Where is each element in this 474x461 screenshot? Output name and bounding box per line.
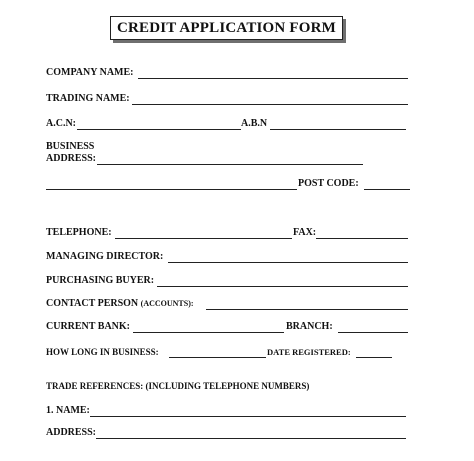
purchasing-buyer-row (46, 275, 410, 289)
business-label: BUSINESS (46, 141, 95, 152)
telephone-label: TELEPHONE: (46, 227, 112, 238)
trading-name-row (46, 93, 410, 107)
current-bank-field[interactable] (133, 332, 284, 333)
address-label: ADDRESS: (46, 153, 97, 164)
reference-1-address-label: ADDRESS: (46, 427, 97, 438)
acn-label: A.C.N: (46, 118, 76, 129)
telephone-field[interactable] (115, 238, 292, 239)
managing-director-field[interactable] (168, 262, 408, 263)
reference-1-name-row (46, 405, 408, 419)
branch-label: BRANCH: (286, 321, 333, 332)
reference-1-address-row (46, 427, 408, 441)
contact-person-field[interactable] (206, 309, 408, 310)
contact-person-label (46, 298, 194, 310)
reference-1-name-field[interactable] (90, 416, 406, 417)
postcode-row (46, 178, 412, 192)
how-long-field[interactable] (169, 357, 266, 358)
date-registered-field[interactable] (356, 357, 392, 358)
contact-person-text: CONTACT PERSON (46, 298, 139, 309)
trade-references-row (46, 380, 366, 394)
trade-references-label: TRADE REFERENCES: (INCLUDING TELEPHONE NUMBERS) (46, 381, 310, 391)
managing-director-row (46, 251, 410, 265)
purchasing-buyer-label: PURCHASING BUYER: (46, 275, 155, 286)
acn-field[interactable] (77, 129, 241, 130)
trading-name-label: TRADING NAME: (46, 93, 130, 104)
abn-label: A.B.N (241, 118, 268, 129)
address-row (46, 153, 366, 167)
contact-person-note: (ACCOUNTS): (140, 299, 194, 308)
post-code-label: POST CODE: (298, 178, 359, 189)
branch-field[interactable] (338, 332, 408, 333)
form-title-box (110, 16, 343, 40)
fax-field[interactable] (316, 238, 408, 239)
telephone-fax-row (46, 227, 410, 241)
purchasing-buyer-field[interactable] (157, 286, 408, 287)
how-long-label: HOW LONG IN BUSINESS: (46, 347, 159, 357)
business-duration-row (46, 346, 396, 360)
reference-1-address-field[interactable] (96, 438, 406, 439)
company-name-field[interactable] (138, 78, 408, 79)
bank-branch-row (46, 321, 410, 335)
reference-1-name-label: 1. NAME: (46, 405, 90, 416)
address-line-2-field[interactable] (46, 189, 297, 190)
post-code-field[interactable] (364, 189, 410, 190)
contact-person-row (46, 298, 410, 312)
managing-director-label: MANAGING DIRECTOR: (46, 251, 164, 262)
form-title: CREDIT APPLICATION FORM (116, 19, 337, 36)
business-address-field[interactable] (97, 164, 363, 165)
trading-name-field[interactable] (132, 104, 408, 105)
current-bank-label: CURRENT BANK: (46, 321, 130, 332)
company-name-row (46, 67, 410, 81)
acn-abn-row (46, 118, 408, 132)
date-registered-label: DATE REGISTERED: (267, 347, 351, 357)
company-name-label: COMPANY NAME: (46, 67, 134, 78)
fax-label: FAX: (293, 227, 317, 238)
abn-field[interactable] (270, 129, 406, 130)
